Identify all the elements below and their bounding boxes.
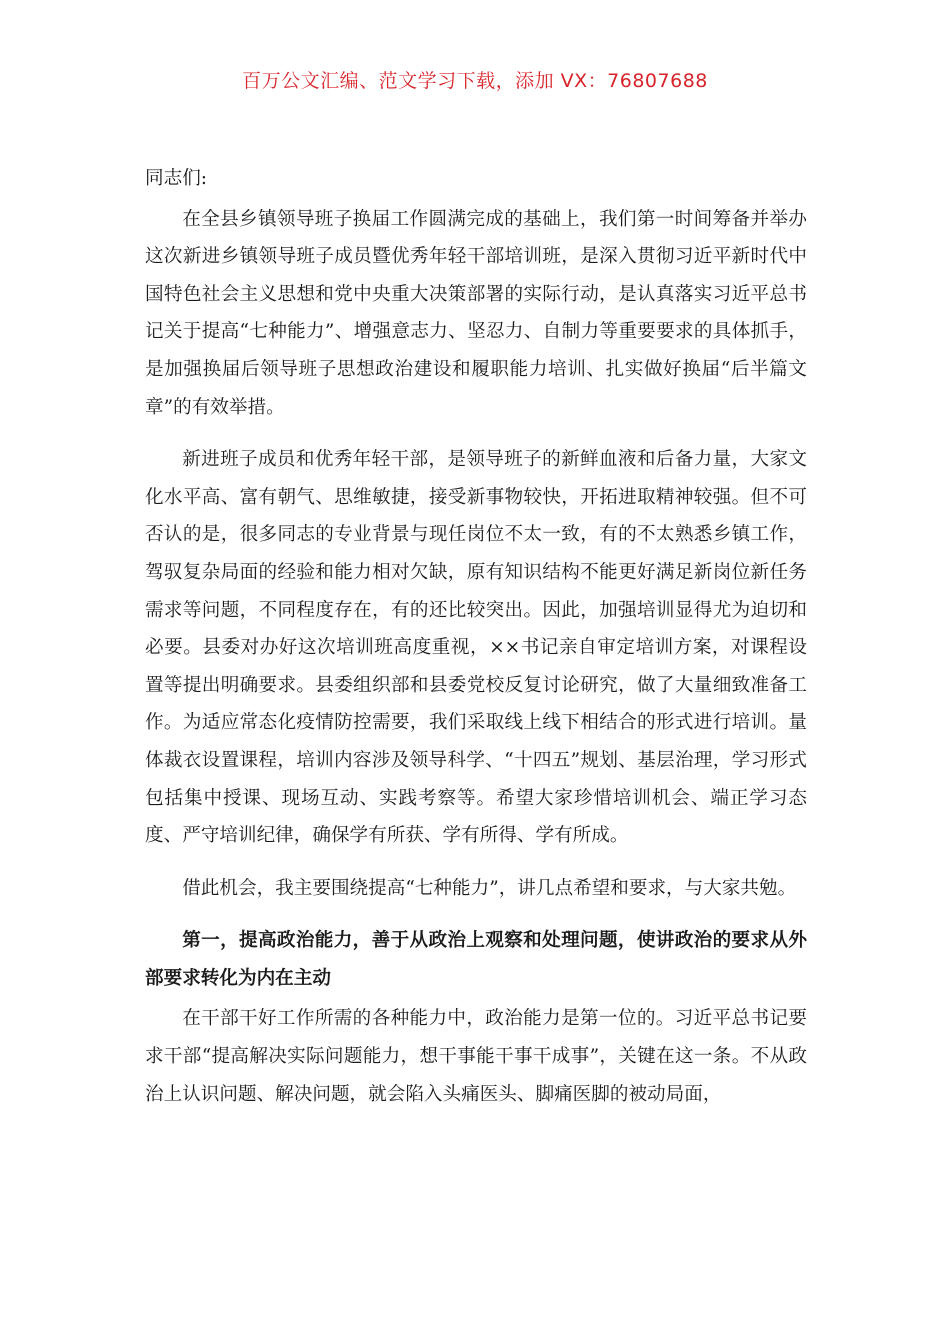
paragraph-1: 在全县乡镇领导班子换届工作圆满完成的基础上，我们第一时间筹备并举办这次新进乡镇领导班子成员暨优秀年轻干部培训班，是深入贯彻习近平新时代中国特色社会主义思想和党中央重大决策部署的实际行动，是认真落实习近平总书记关于提高“七种能力”、增强意志力、坚忍力、自制力等重要要求的具体抓手，是加强换届后领导班子思想政治建设和履职能力培训、扎实做好换届“后半篇文章”的有效举措。 xyxy=(145,208,807,418)
paragraph-4: 在干部干好工作所需的各种能力中，政治能力是第一位的。习近平总书记要求干部“提高解决实际问题能力，想干事能干事干成事”，关键在这一条。不从政治上认识问题、解决问题，就会陷入头痛医头、脚痛医脚的被动局面， xyxy=(145,1008,807,1105)
paragraph-3: 借此机会，我主要围绕提高“七种能力”，讲几点希望和要求，与大家共勉。 xyxy=(182,877,797,899)
header-banner: 百万公文汇编、范文学习下载，添加 VX：76807688 xyxy=(242,70,708,92)
salutation: 同志们: xyxy=(145,168,208,189)
section-heading-1: 第一，提高政治能力，善于从政治上观察和处理问题，使讲政治的要求从外部要求转化为内在主动 xyxy=(145,930,807,989)
paragraph-2: 新进班子成员和优秀年轻干部，是领导班子的新鲜血液和后备力量，大家文化水平高、富有朝气、思维敏捷，接受新事物较快，开拓进取精神较强。但不可否认的是，很多同志的专业背景与现任岗位不太一致，有的不太熟悉乡镇工作，驾驭复杂局面的经验和能力相对欠缺，原有知识结构不能更好满足新岗位新任务需求等问题，不同程度存在，有的还比较突出。因此，加强培训显得尤为迫切和必要。县委对办好这次培训班高度重视，××书记亲自审定培训方案，对课程设置等提出明确要求。县委组织部和县委党校反复讨论研究，做了大量细致准备工作。为适应常态化疫情防控需要，我们采取线上线下相结合的形式进行培训。量体裁衣设置课程，培训内容涉及领导科学、“十四五”规划、基层治理，学习形式包括集中授课、现场互动、实践考察等。希望大家珍惜培训机会、端正学习态度、严守培训纪律，确保学有所获、学有所得、学有所成。 xyxy=(145,449,807,847)
document-body xyxy=(145,160,807,1128)
